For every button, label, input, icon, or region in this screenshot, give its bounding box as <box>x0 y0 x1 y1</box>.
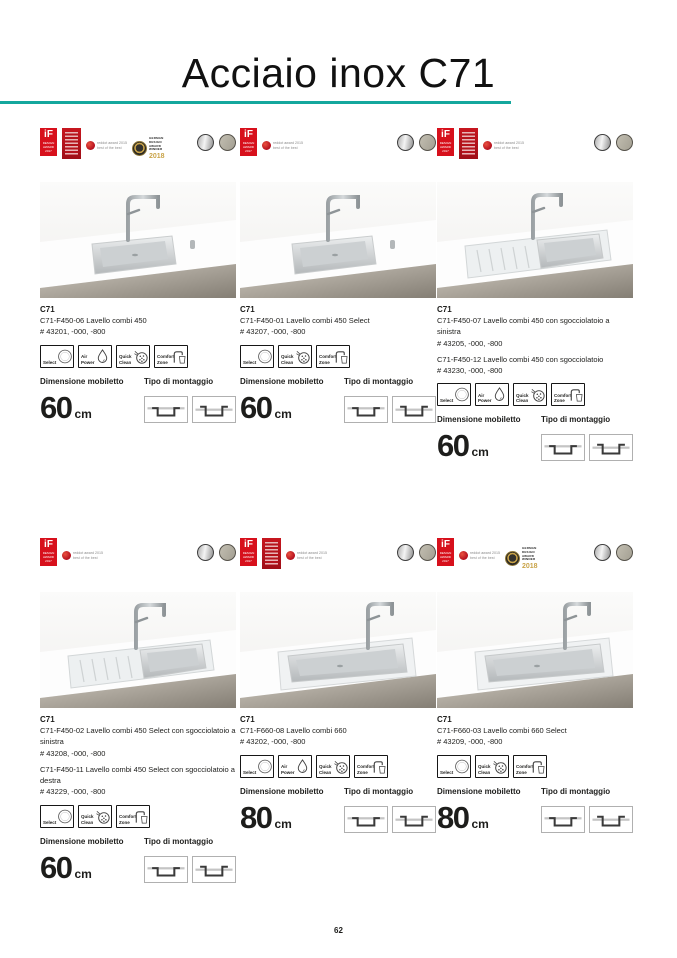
steel-finish-swatch <box>419 134 436 151</box>
german-design-award-badge: GERMAN DESIGN AWARD WINNER 2018 <box>505 547 546 570</box>
variant-sku: # 43205, -000, -800 <box>437 338 503 348</box>
steel-finish-swatch <box>616 134 633 151</box>
product-card-5 <box>240 538 436 833</box>
cabinet-size: 60 cm <box>240 389 292 425</box>
water-drop-icon <box>492 386 507 403</box>
feature-comfort-zone: Comfort Zone <box>316 345 350 368</box>
variant <box>437 315 633 349</box>
water-drop-icon <box>95 348 110 365</box>
feature-comfort-zone: Comfort Zone <box>154 345 188 368</box>
select-icon <box>57 808 72 825</box>
reddot-logo-icon <box>86 141 95 150</box>
chrome-finish-swatch <box>594 134 611 151</box>
cabinet-size: 60 cm <box>40 849 92 885</box>
variant-sku: # 43207, -000, -800 <box>240 327 306 337</box>
dimension-header: Dimensione mobiletto <box>240 376 324 386</box>
dimension-header: Dimensione mobiletto <box>437 415 521 425</box>
reddot-logo-icon <box>286 551 295 560</box>
product-card-3 <box>437 128 633 464</box>
reddot-logo-icon <box>483 141 492 150</box>
finish-swatches <box>397 134 436 151</box>
product-photo <box>437 182 633 298</box>
awards-row <box>240 538 436 580</box>
select-icon <box>454 386 469 403</box>
feature-select: Select <box>40 345 74 368</box>
top-mount-icon <box>589 806 633 833</box>
spray-face-icon <box>95 808 110 825</box>
chrome-finish-swatch <box>197 544 214 561</box>
select-icon <box>57 348 72 365</box>
variant-sku: # 43208, -000, -800 <box>40 748 106 758</box>
medal-icon <box>505 551 520 566</box>
variant-name: C71-F450-07 Lavello combi 450 con sgocciolatoio a sinistra <box>437 316 610 337</box>
variant <box>437 725 633 748</box>
select-icon <box>257 348 272 365</box>
variant <box>40 725 236 759</box>
feature-comfort-zone: Comfort Zone <box>354 755 388 778</box>
product-photo <box>40 592 236 708</box>
feature-air-power: Air Power <box>475 383 509 406</box>
product-photo <box>40 182 236 298</box>
variant <box>40 764 236 798</box>
feature-quick-clean: Quick Clean <box>278 345 312 368</box>
variant-name: C71-F450-06 Lavello combi 450 <box>40 316 147 325</box>
product-code: C71 <box>40 715 55 724</box>
faucet-glass-icon <box>371 758 386 775</box>
feature-select: Select <box>437 383 471 406</box>
mounting-header: Tipo di montaggio <box>541 415 611 425</box>
accent-rule <box>0 101 511 104</box>
if-design-award-badge-icon: iF DESIGN AWARD 2017 <box>40 128 57 156</box>
cabinet-size: 60 cm <box>40 389 92 425</box>
water-drop-icon <box>295 758 310 775</box>
product-card-2 <box>240 128 436 423</box>
faucet-glass-icon <box>133 808 148 825</box>
product-code: C71 <box>437 715 452 724</box>
reddot-award-badge: reddot award 2015 best of the best <box>62 551 103 562</box>
select-icon <box>257 758 272 775</box>
spray-face-icon <box>530 386 545 403</box>
flush-mount-icon <box>344 806 388 833</box>
flush-mount-icon <box>144 396 188 423</box>
page-number: 62 <box>334 926 343 935</box>
kitchen-innovation-award-badge-icon <box>62 128 81 159</box>
feature-comfort-zone: Comfort Zone <box>551 383 585 406</box>
award-badges <box>240 538 327 569</box>
if-design-award-badge-icon: iF DESIGN AWARD 2017 <box>240 538 257 566</box>
feature-select: Select <box>437 755 471 778</box>
feature-quick-clean: Quick Clean <box>475 755 509 778</box>
feature-select: Select <box>240 755 274 778</box>
faucet-glass-icon <box>333 348 348 365</box>
steel-finish-swatch <box>219 134 236 151</box>
feature-comfort-zone: Comfort Zone <box>116 805 150 828</box>
steel-finish-swatch <box>219 544 236 561</box>
feature-quick-clean: Quick Clean <box>78 805 112 828</box>
variant-sku: # 43209, -000, -800 <box>437 737 503 747</box>
variant-name: C71-F660-08 Lavello combi 660 <box>240 726 347 735</box>
if-design-award-badge-icon: iF DESIGN AWARD 2017 <box>437 538 454 566</box>
mounting-header: Tipo di montaggio <box>144 836 214 846</box>
product-code: C71 <box>240 305 255 314</box>
mounting-header: Tipo di montaggio <box>344 786 414 796</box>
cabinet-size: 80 cm <box>240 799 292 835</box>
reddot-award-badge: reddot award 2015 best of the best <box>86 141 127 152</box>
finish-swatches <box>397 544 436 561</box>
award-badges <box>437 538 546 570</box>
variant-name: C71-F450-12 Lavello combi 450 con sgocciolatoio <box>437 354 604 364</box>
variant-sku: # 43230, -000, -800 <box>437 366 503 375</box>
faucet-glass-icon <box>171 348 186 365</box>
steel-finish-swatch <box>616 544 633 561</box>
if-design-award-badge-icon: iF DESIGN AWARD 2017 <box>40 538 57 566</box>
spray-face-icon <box>333 758 348 775</box>
flush-mount-icon <box>541 434 585 461</box>
variant-name: C71-F660-03 Lavello combi 660 Select <box>437 726 567 735</box>
award-badges <box>40 538 103 566</box>
mounting-header: Tipo di montaggio <box>541 786 611 796</box>
variant <box>40 315 236 338</box>
product-card-4 <box>40 538 236 883</box>
if-design-award-badge-icon: iF DESIGN AWARD 2017 <box>240 128 257 156</box>
awards-row <box>437 538 633 580</box>
top-mount-icon <box>392 396 436 423</box>
chrome-finish-swatch <box>397 134 414 151</box>
reddot-logo-icon <box>62 551 71 560</box>
select-icon <box>454 758 469 775</box>
awards-row <box>437 128 633 170</box>
chrome-finish-swatch <box>594 544 611 561</box>
feature-select: Select <box>40 805 74 828</box>
product-card-6 <box>437 538 633 833</box>
reddot-award-badge: reddot award 2015 best of the best <box>483 141 524 152</box>
cabinet-size: 80 cm <box>437 799 489 835</box>
flush-mount-icon <box>344 396 388 423</box>
award-badges <box>40 128 173 160</box>
chrome-finish-swatch <box>397 544 414 561</box>
feature-quick-clean: Quick Clean <box>316 755 350 778</box>
variant-name: C71-F450-02 Lavello combi 450 Select con sgocciolatoio a sinistra <box>40 726 236 747</box>
feature-badges <box>40 805 236 828</box>
reddot-award-badge: reddot award 2015 best of the best <box>459 551 500 562</box>
reddot-logo-icon <box>459 551 468 560</box>
page-title: Acciaio inox C71 <box>181 50 496 96</box>
feature-quick-clean: Quick Clean <box>116 345 150 368</box>
feature-badges <box>437 755 633 778</box>
cabinet-size: 60 cm <box>437 428 489 464</box>
variant-sku: # 43229, -000, -800 <box>40 787 106 797</box>
feature-badges <box>240 755 436 778</box>
feature-badges <box>437 383 633 406</box>
feature-quick-clean: Quick Clean <box>513 383 547 406</box>
variant-sku: # 43202, -000, -800 <box>240 737 306 747</box>
spray-face-icon <box>492 758 507 775</box>
flush-mount-icon <box>144 856 188 883</box>
reddot-logo-icon <box>262 141 271 150</box>
award-badges <box>437 128 524 159</box>
awards-row <box>40 128 236 170</box>
variant-name: C71-F450-11 Lavello combi 450 Select con sgocciolatoio a destra <box>40 764 235 785</box>
feature-select: Select <box>240 345 274 368</box>
feature-badges <box>240 345 436 368</box>
dimension-header: Dimensione mobiletto <box>437 786 521 796</box>
product-photo <box>240 592 436 708</box>
steel-finish-swatch <box>419 544 436 561</box>
dimension-header: Dimensione mobiletto <box>40 376 124 386</box>
dimension-header: Dimensione mobiletto <box>240 786 324 796</box>
faucet-glass-icon <box>568 386 583 403</box>
product-code: C71 <box>40 305 55 314</box>
feature-air-power: Air Power <box>78 345 112 368</box>
spray-face-icon <box>133 348 148 365</box>
feature-comfort-zone: Comfort Zone <box>513 755 547 778</box>
product-photo <box>437 592 633 708</box>
medal-icon <box>132 141 147 156</box>
award-badges <box>240 128 303 156</box>
awards-row <box>40 538 236 580</box>
top-mount-icon <box>392 806 436 833</box>
product-code: C71 <box>240 715 255 724</box>
kitchen-innovation-award-badge-icon <box>262 538 281 569</box>
dimension-header: Dimensione mobiletto <box>40 836 124 846</box>
variant <box>240 725 436 748</box>
feature-badges <box>40 345 236 368</box>
top-mount-icon <box>589 434 633 461</box>
finish-swatches <box>197 134 236 151</box>
chrome-finish-swatch <box>197 134 214 151</box>
variant-sku: # 43201, -000, -800 <box>40 327 106 337</box>
faucet-glass-icon <box>530 758 545 775</box>
feature-air-power: Air Power <box>278 755 312 778</box>
mounting-header: Tipo di montaggio <box>344 376 414 386</box>
kitchen-innovation-award-badge-icon <box>459 128 478 159</box>
reddot-award-badge: reddot award 2015 best of the best <box>262 141 303 152</box>
product-photo <box>240 182 436 298</box>
finish-swatches <box>594 544 633 561</box>
reddot-award-badge: reddot award 2015 best of the best <box>286 551 327 562</box>
product-card-1 <box>40 128 236 423</box>
mounting-header: Tipo di montaggio <box>144 376 214 386</box>
variant <box>437 354 633 377</box>
variant <box>240 315 436 338</box>
spray-face-icon <box>295 348 310 365</box>
top-mount-icon <box>192 856 236 883</box>
finish-swatches <box>197 544 236 561</box>
product-code: C71 <box>437 305 452 314</box>
awards-row <box>240 128 436 170</box>
if-design-award-badge-icon: iF DESIGN AWARD 2017 <box>437 128 454 156</box>
top-mount-icon <box>192 396 236 423</box>
flush-mount-icon <box>541 806 585 833</box>
finish-swatches <box>594 134 633 151</box>
variant-name: C71-F450-01 Lavello combi 450 Select <box>240 316 370 325</box>
german-design-award-badge: GERMAN DESIGN AWARD WINNER 2018 <box>132 137 173 160</box>
